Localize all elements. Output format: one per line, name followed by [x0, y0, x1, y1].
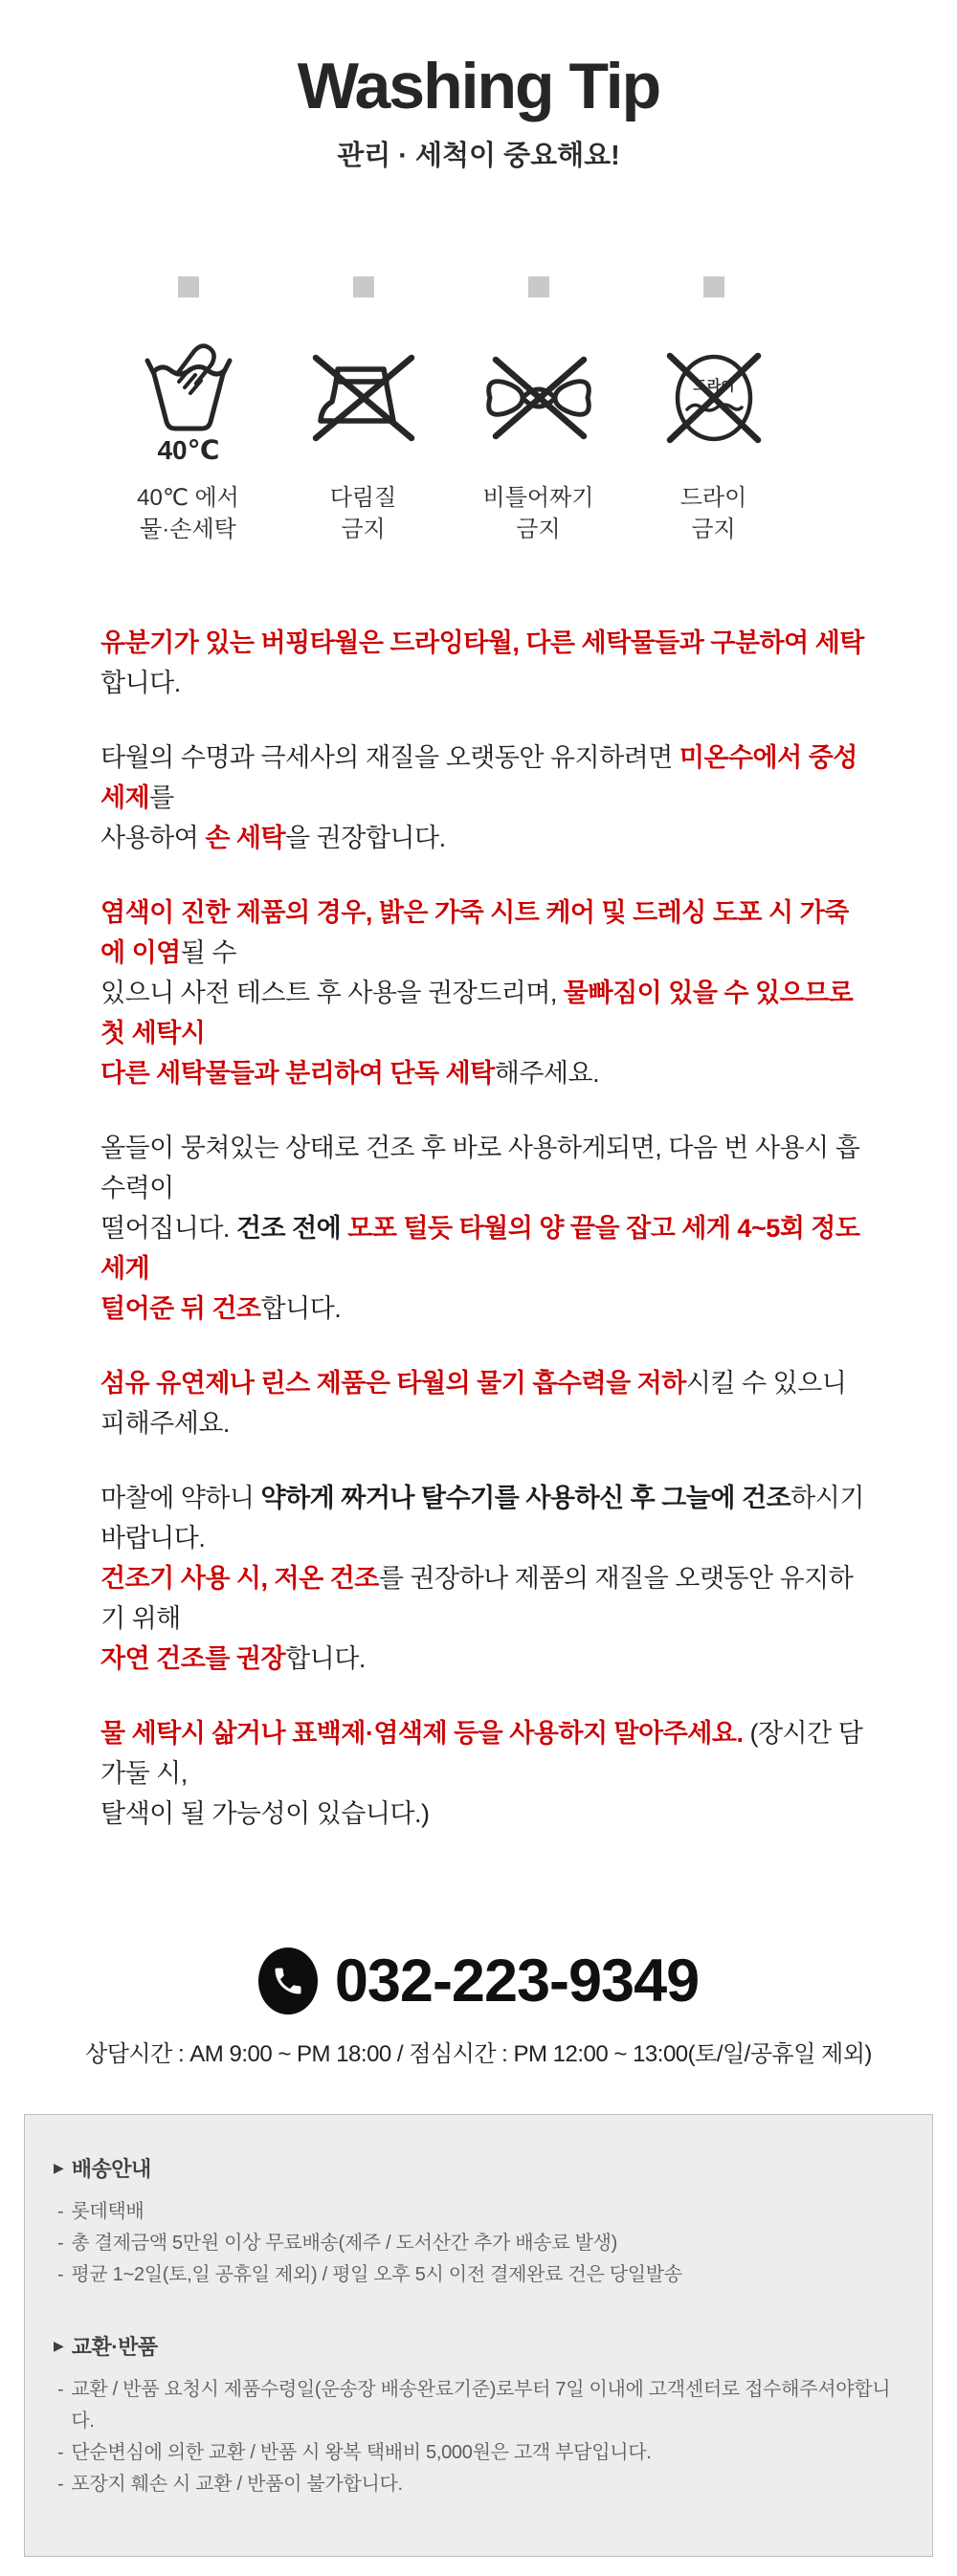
care-symbols-row: [100, 276, 801, 545]
header: [0, 44, 957, 173]
no-dryclean-icon: [657, 326, 770, 470]
phone-icon: [258, 1948, 318, 2015]
tip-paragraph: 타월의 수명과 극세사의 재질을 오랫동안 유지하려면 미온수에서 중성세제를 사용하여 손 세탁을 권장합니다.: [100, 742, 857, 852]
returns-list: [54, 2374, 903, 2500]
returns-header: [54, 2331, 903, 2361]
info-item: - 교환 / 반품 요청시 제품수령일(운송장 배송완료기준)로부터 7일 이내에 고객센터로 접수해주셔야합니다.: [57, 2378, 891, 2432]
info-item: - 단순변심에 의한 교환 / 반품 시 왕복 택배비 5,000원은 고객 부담입니다.: [57, 2441, 652, 2463]
care-col-handwash: [100, 276, 276, 545]
shipping-list: [54, 2196, 903, 2291]
handwash-40-icon: [141, 326, 236, 470]
tip-paragraph: 염색이 진한 제품의 경우, 밝은 가죽 시트 케어 및 드레싱 도포 시 가죽에 이염될 수 있으니 사전 테스트 후 사용을 권장드리며, 물빠짐이 있을 수 있으므로 첫 세탁시 다른 세탁물들과 분리하여 단독 세탁해주세요.: [100, 897, 854, 1088]
phone-number: 032-223-9349: [334, 1947, 700, 2015]
info-item: - 포장지 훼손 시 교환 / 반품이 불가합니다.: [57, 2473, 403, 2495]
decorative-square: [353, 276, 374, 297]
care-col-no-dryclean: [626, 276, 801, 545]
tip-paragraph: 올들이 뭉쳐있는 상태로 건조 후 바로 사용하게되면, 다음 번 사용시 흡수력이 떨어집니다. 건조 전에 모포 털듯 타월의 양 끝을 잡고 세게 4~5회 정도 세게 털어준 뒤 건조합니다.: [100, 1133, 860, 1323]
handwash-temp-label: 40℃: [156, 435, 220, 466]
no-wring-icon: [477, 326, 601, 470]
arrow-marker-icon: ▶: [54, 2337, 64, 2353]
no-iron-icon: [307, 326, 420, 470]
tip-paragraph: 물 세탁시 삶거나 표백제·염색제 등을 사용하지 말아주세요. (장시간 담가둘 시, 탈색이 될 가능성이 있습니다.): [100, 1718, 863, 1828]
tip-paragraph: 유분기가 있는 버핑타월은 드라잉타월, 다른 세탁물들과 구분하여 세탁합니다.: [100, 627, 864, 697]
info-item: - 총 결제금액 5만원 이상 무료배송(제주 / 도서산간 추가 배송료 발생): [57, 2232, 618, 2254]
shipping-header: [54, 2153, 903, 2183]
tip-paragraph: 섬유 유연제나 린스 제품은 타월의 물기 흡수력을 저하시킬 수 있으니 피해주세요.: [100, 1368, 847, 1438]
box-gap: [54, 2291, 903, 2331]
care-label: 비틀어짜기 금지: [482, 485, 594, 543]
decorative-square: [528, 276, 549, 297]
dryclean-badge-label: 드라이: [692, 378, 735, 395]
decorative-square: [178, 276, 199, 297]
shipping-title: 배송안내: [71, 2156, 151, 2181]
returns-section: [54, 2331, 903, 2500]
info-box: [24, 2114, 933, 2557]
info-item: - 롯데택배: [57, 2200, 145, 2222]
decorative-square: [703, 276, 724, 297]
returns-title: 교환·반품: [71, 2334, 158, 2359]
tip-paragraph: 마찰에 약하니 약하게 짜거나 탈수기를 사용하신 후 그늘에 건조하시기 바랍니다. 건조기 사용 시, 저온 건조를 권장하나 제품의 재질을 오랫동안 유지하기 위해 자연 건조를 권장합니다.: [100, 1483, 864, 1673]
info-item: - 평균 1~2일(토,일 공휴일 제외) / 평일 오후 5시 이전 결제완료 건은 당일발송: [57, 2263, 682, 2285]
care-label: 드라이 금지: [679, 485, 747, 543]
care-label: 40℃ 에서 물·손세탁: [137, 485, 239, 543]
care-col-no-wring: [451, 276, 626, 545]
consultation-hours: 상담시간 : AM 9:00 ~ PM 18:00 / 점심시간 : PM 12:00 ~ 13:00(토/일/공휴일 제외): [85, 2040, 872, 2067]
care-label: 다림질 금지: [329, 485, 397, 543]
page-title: Washing Tip: [297, 50, 660, 122]
page-subtitle: 관리 · 세척이 중요해요!: [337, 141, 620, 172]
arrow-marker-icon: ▶: [54, 2159, 64, 2175]
tips: [100, 623, 866, 1834]
shipping-section: [54, 2153, 903, 2291]
care-col-no-iron: [276, 276, 451, 545]
contact-row: [0, 1947, 957, 2015]
